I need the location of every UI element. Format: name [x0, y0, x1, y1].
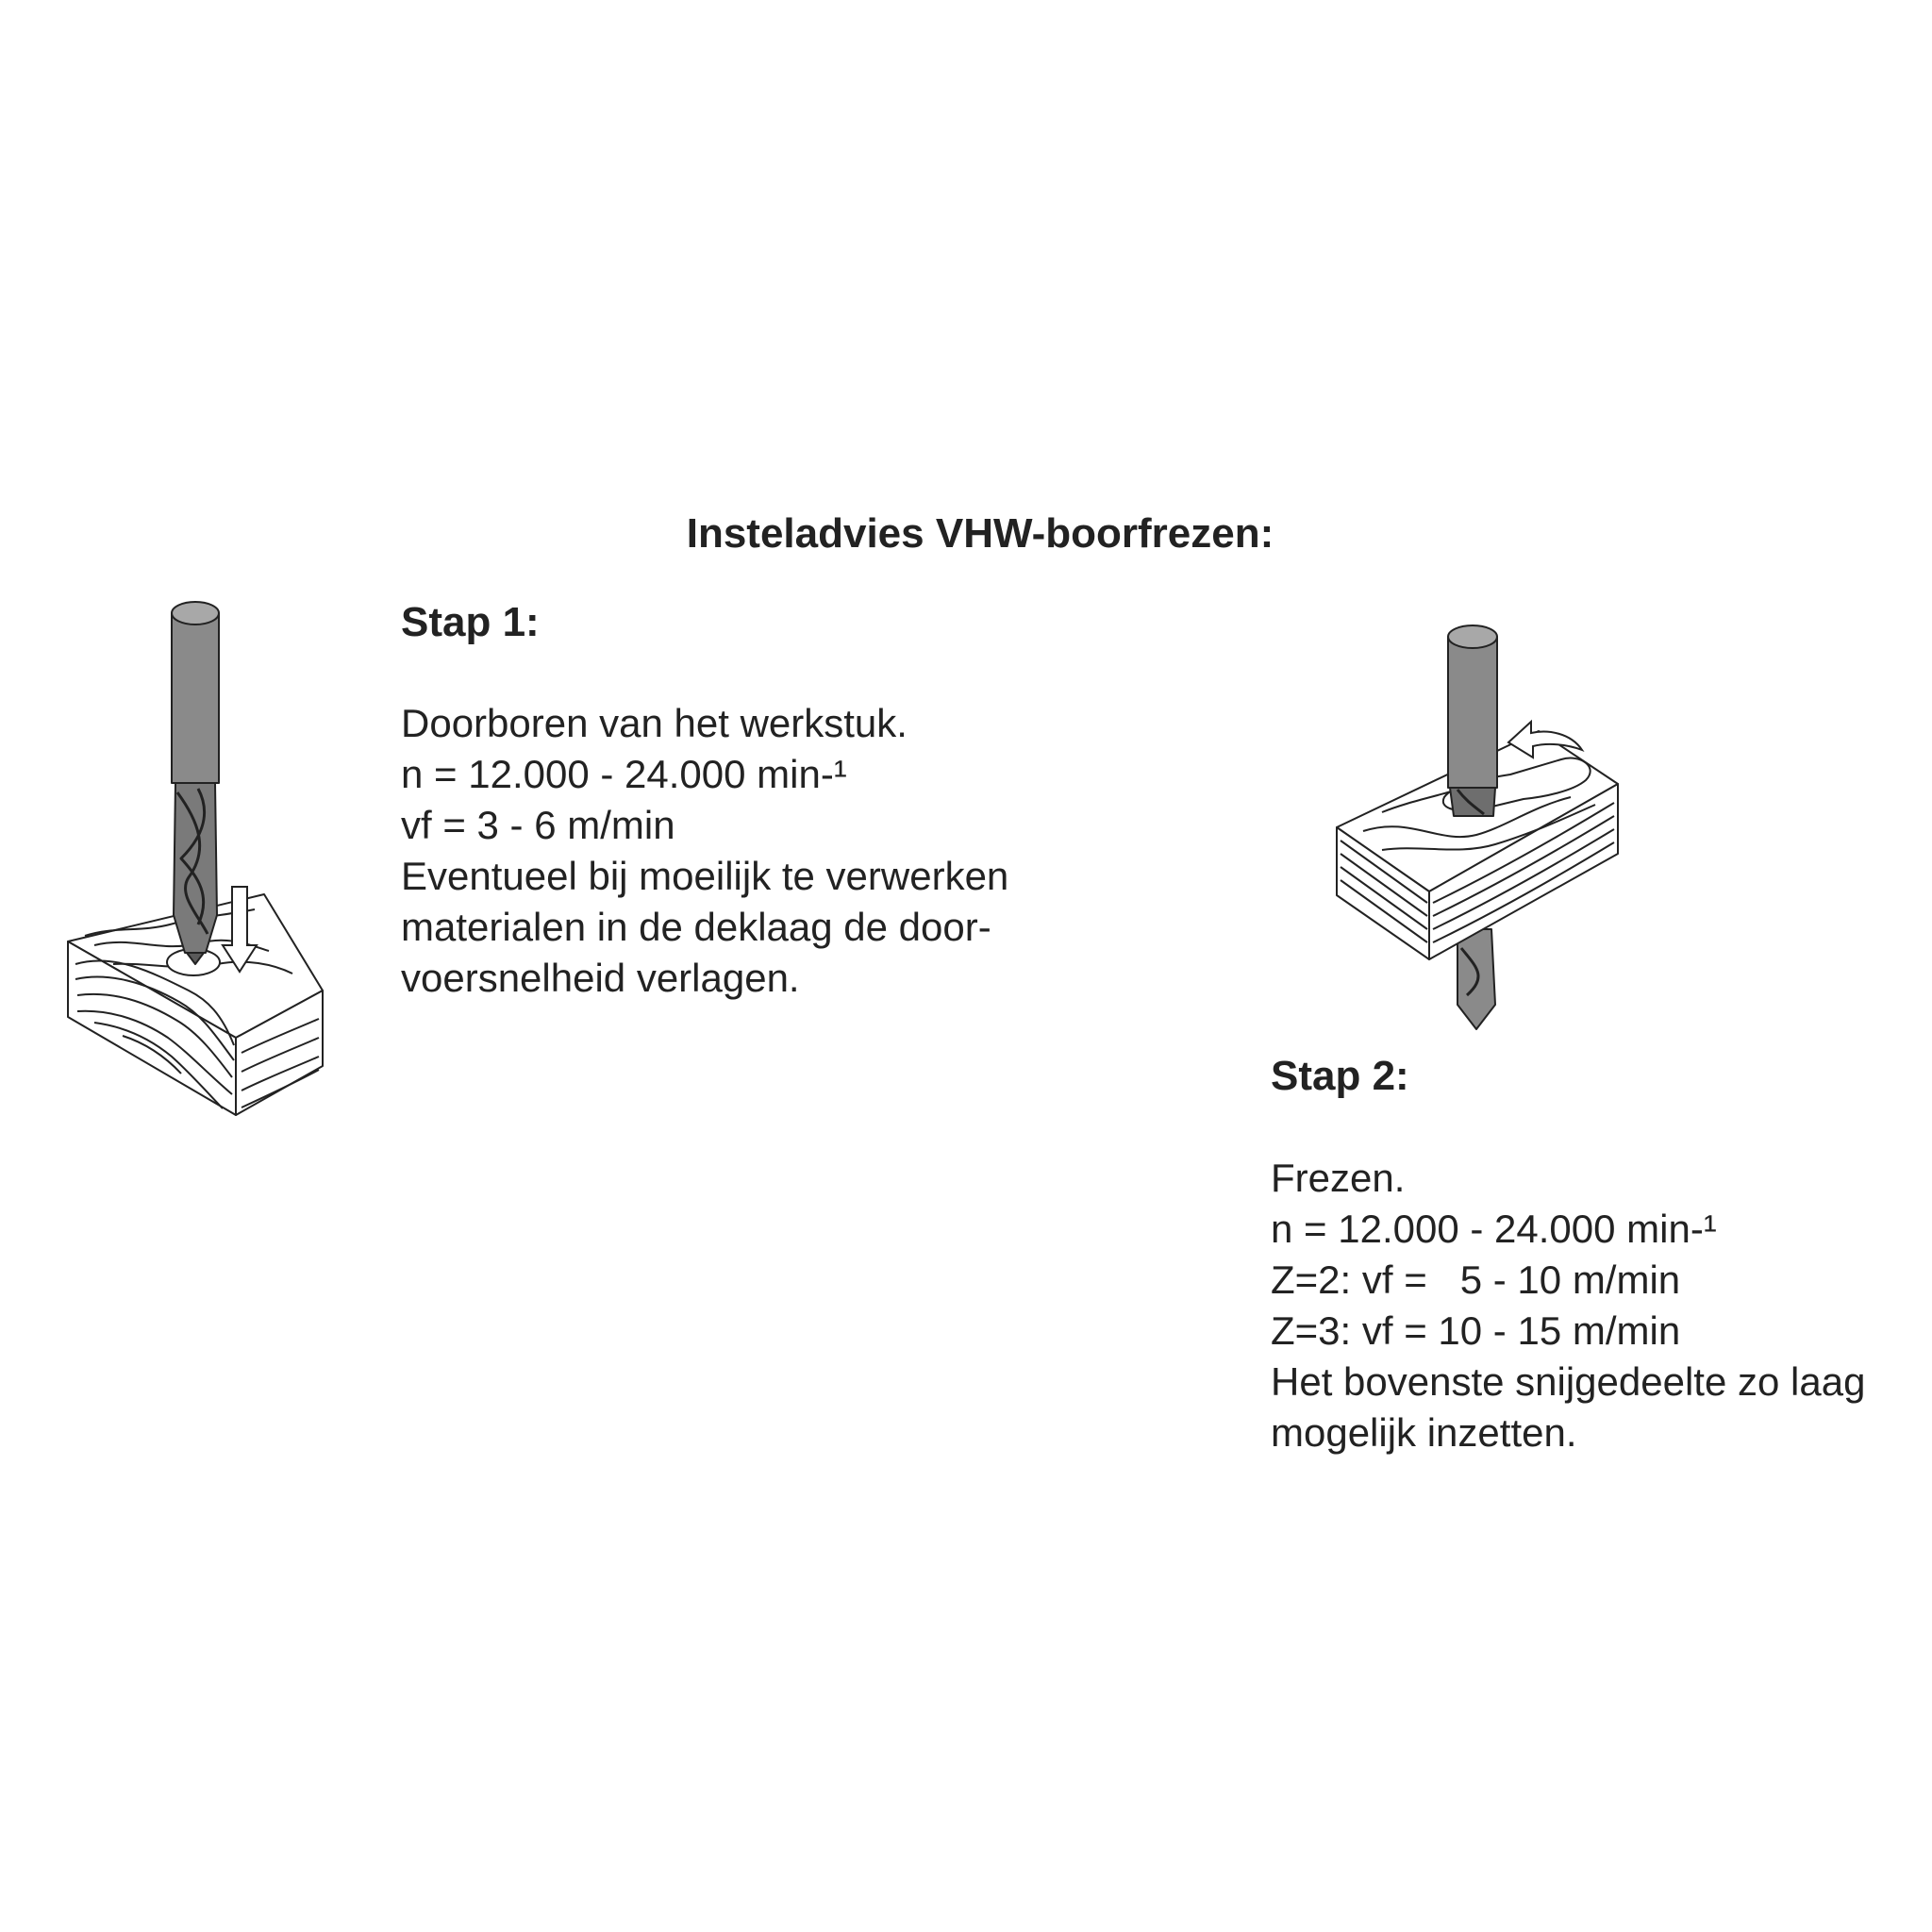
step2-instructions	[1271, 1153, 1865, 1458]
drill-shank	[172, 613, 219, 783]
milling-workpiece-illustration	[1325, 618, 1646, 1033]
drilling-through-workpiece-illustration	[57, 594, 340, 1123]
step2-line: mogelijk inzetten.	[1271, 1410, 1577, 1455]
step1-line: n = 12.000 - 24.000 min-¹	[401, 752, 847, 796]
step2-line: Het bovenste snijgedeelte zo laag	[1271, 1359, 1866, 1404]
page-title: Insteladvies VHW-boorfrezen:	[686, 510, 1274, 557]
mill-bit-lower	[1457, 929, 1495, 1029]
step1-line: vf = 3 - 6 m/min	[401, 803, 675, 847]
step1-line: voersnelheid verlagen.	[401, 956, 800, 1000]
step2-line: n = 12.000 - 24.000 min-¹	[1271, 1207, 1717, 1251]
step2-heading: Stap 2:	[1271, 1053, 1409, 1099]
step2-line: Z=3: vf = 10 - 15 m/min	[1271, 1308, 1681, 1353]
step2-line: Z=2: vf = 5 - 10 m/min	[1271, 1257, 1681, 1302]
step1-instructions	[401, 698, 1008, 1004]
mill-shank	[1448, 637, 1497, 788]
step1-line: Eventueel bij moeilijk te verwerken	[401, 854, 1009, 898]
step1-heading: Stap 1:	[401, 599, 540, 645]
step1-line: Doorboren van het werkstuk.	[401, 701, 908, 745]
step1-line: materialen in de deklaag de door-	[401, 905, 991, 949]
step2-line: Frezen.	[1271, 1156, 1406, 1200]
